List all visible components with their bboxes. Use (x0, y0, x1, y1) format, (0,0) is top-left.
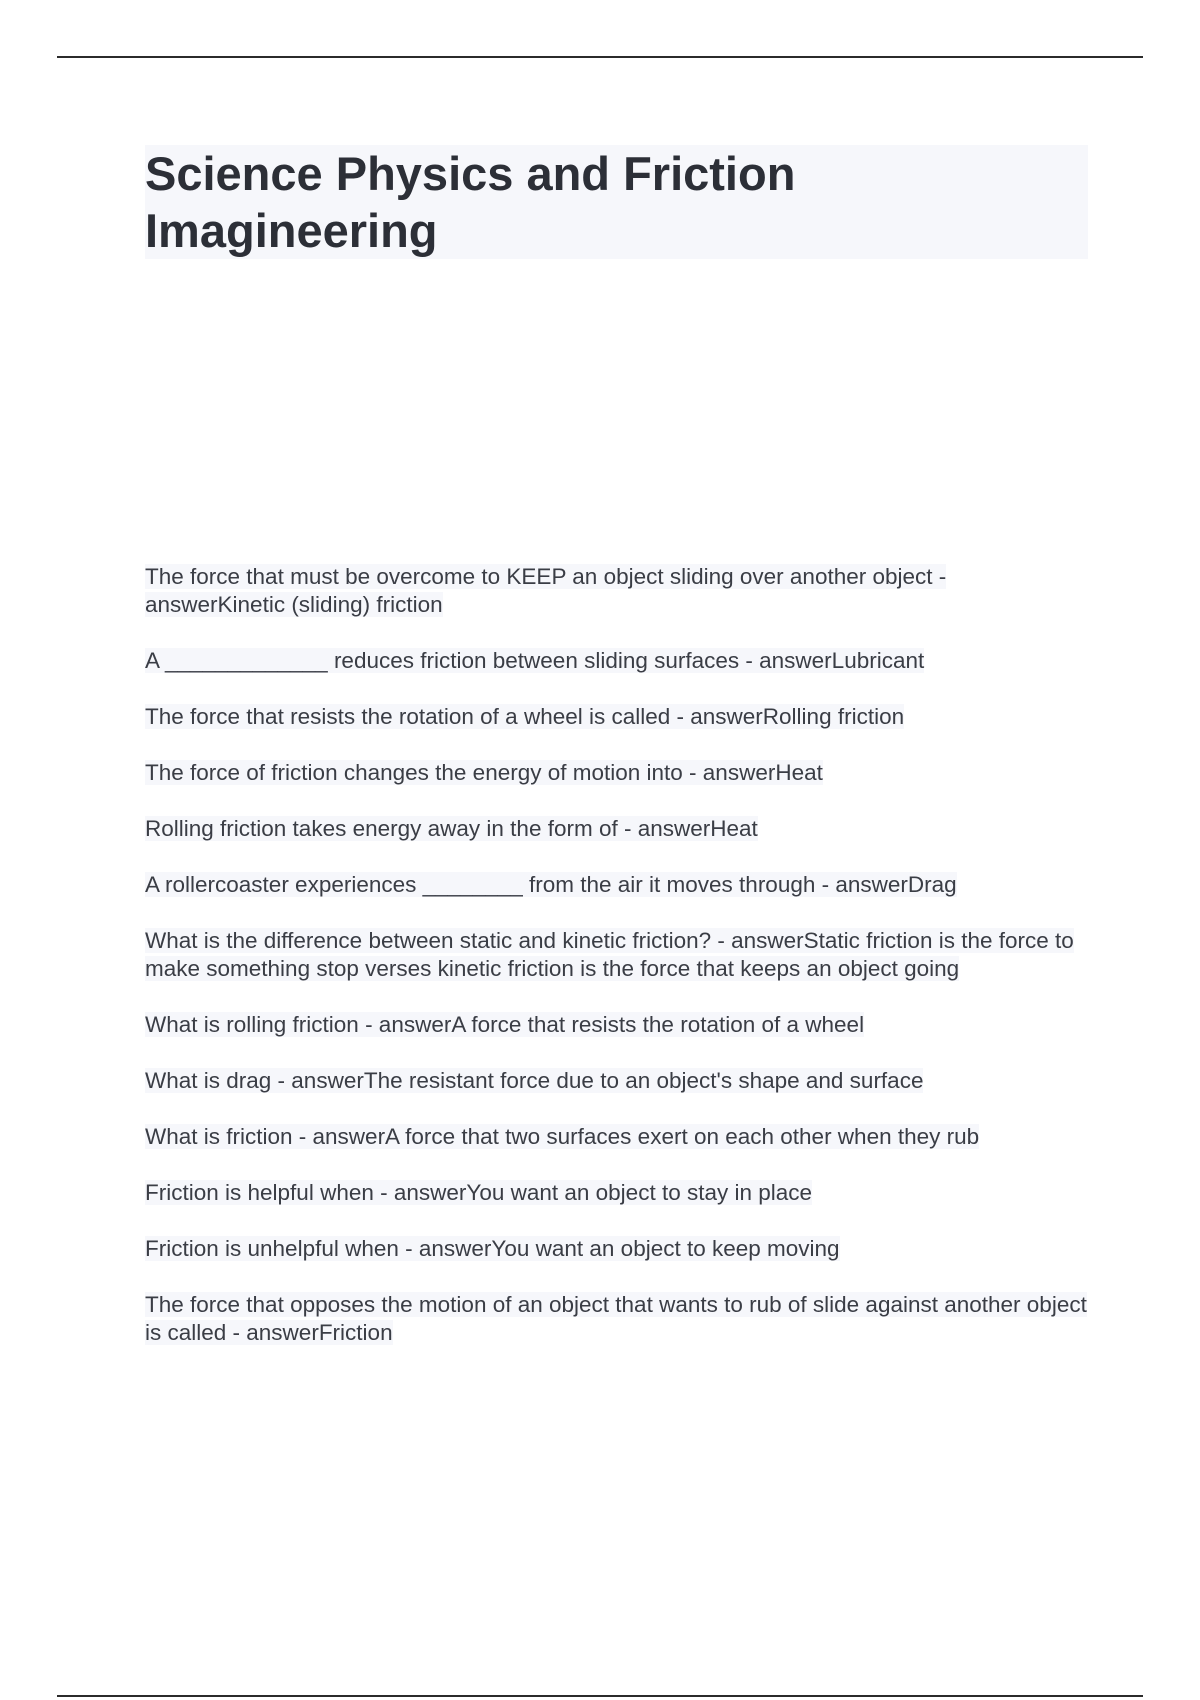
qa-item (145, 563, 1090, 619)
qa-item (145, 1067, 1090, 1095)
qa-item (145, 1011, 1090, 1039)
qa-item (145, 1123, 1090, 1151)
qa-item (145, 815, 1090, 843)
qa-text: A _____________ reduces friction between sliding surfaces - answerLubricant (145, 648, 925, 673)
qa-text: The force that opposes the motion of an object that wants to rub of slide against another object is called - answerFriction (145, 1292, 1087, 1345)
qa-text: What is rolling friction - answerA force that resists the rotation of a wheel (145, 1012, 865, 1037)
qa-text: Friction is unhelpful when - answerYou want an object to keep moving (145, 1236, 840, 1261)
qa-text: A rollercoaster experiences ________ from the air it moves through - answerDrag (145, 872, 957, 897)
top-rule (57, 56, 1143, 58)
qa-text: Rolling friction takes energy away in the form of - answerHeat (145, 816, 758, 841)
title-line-1: Science Physics and Friction (145, 147, 796, 200)
qa-item (145, 1235, 1090, 1263)
qa-list (145, 563, 1090, 1375)
qa-item (145, 647, 1090, 675)
qa-text: What is drag - answerThe resistant force due to an object's shape and surface (145, 1068, 924, 1093)
qa-item (145, 871, 1090, 899)
qa-text: The force of friction changes the energy of motion into - answerHeat (145, 760, 823, 785)
qa-item (145, 759, 1090, 787)
title-line-2: Imagineering (145, 204, 438, 257)
bottom-rule (57, 1695, 1143, 1697)
qa-text: The force that must be overcome to KEEP an object sliding over another object - answerKinetic (sliding) friction (145, 564, 947, 617)
qa-item (145, 1179, 1090, 1207)
title-block (145, 145, 1088, 259)
qa-text: What is the difference between static and kinetic friction? - answerStatic friction is the force to make something stop verses kinetic friction is the force that keeps an object going (145, 928, 1074, 981)
document-title (145, 145, 1088, 259)
qa-text: Friction is helpful when - answerYou want an object to stay in place (145, 1180, 813, 1205)
qa-item (145, 703, 1090, 731)
qa-text: The force that resists the rotation of a wheel is called - answerRolling friction (145, 704, 905, 729)
qa-text: What is friction - answerA force that two surfaces exert on each other when they rub (145, 1124, 980, 1149)
qa-item (145, 1291, 1090, 1347)
qa-item (145, 927, 1090, 983)
